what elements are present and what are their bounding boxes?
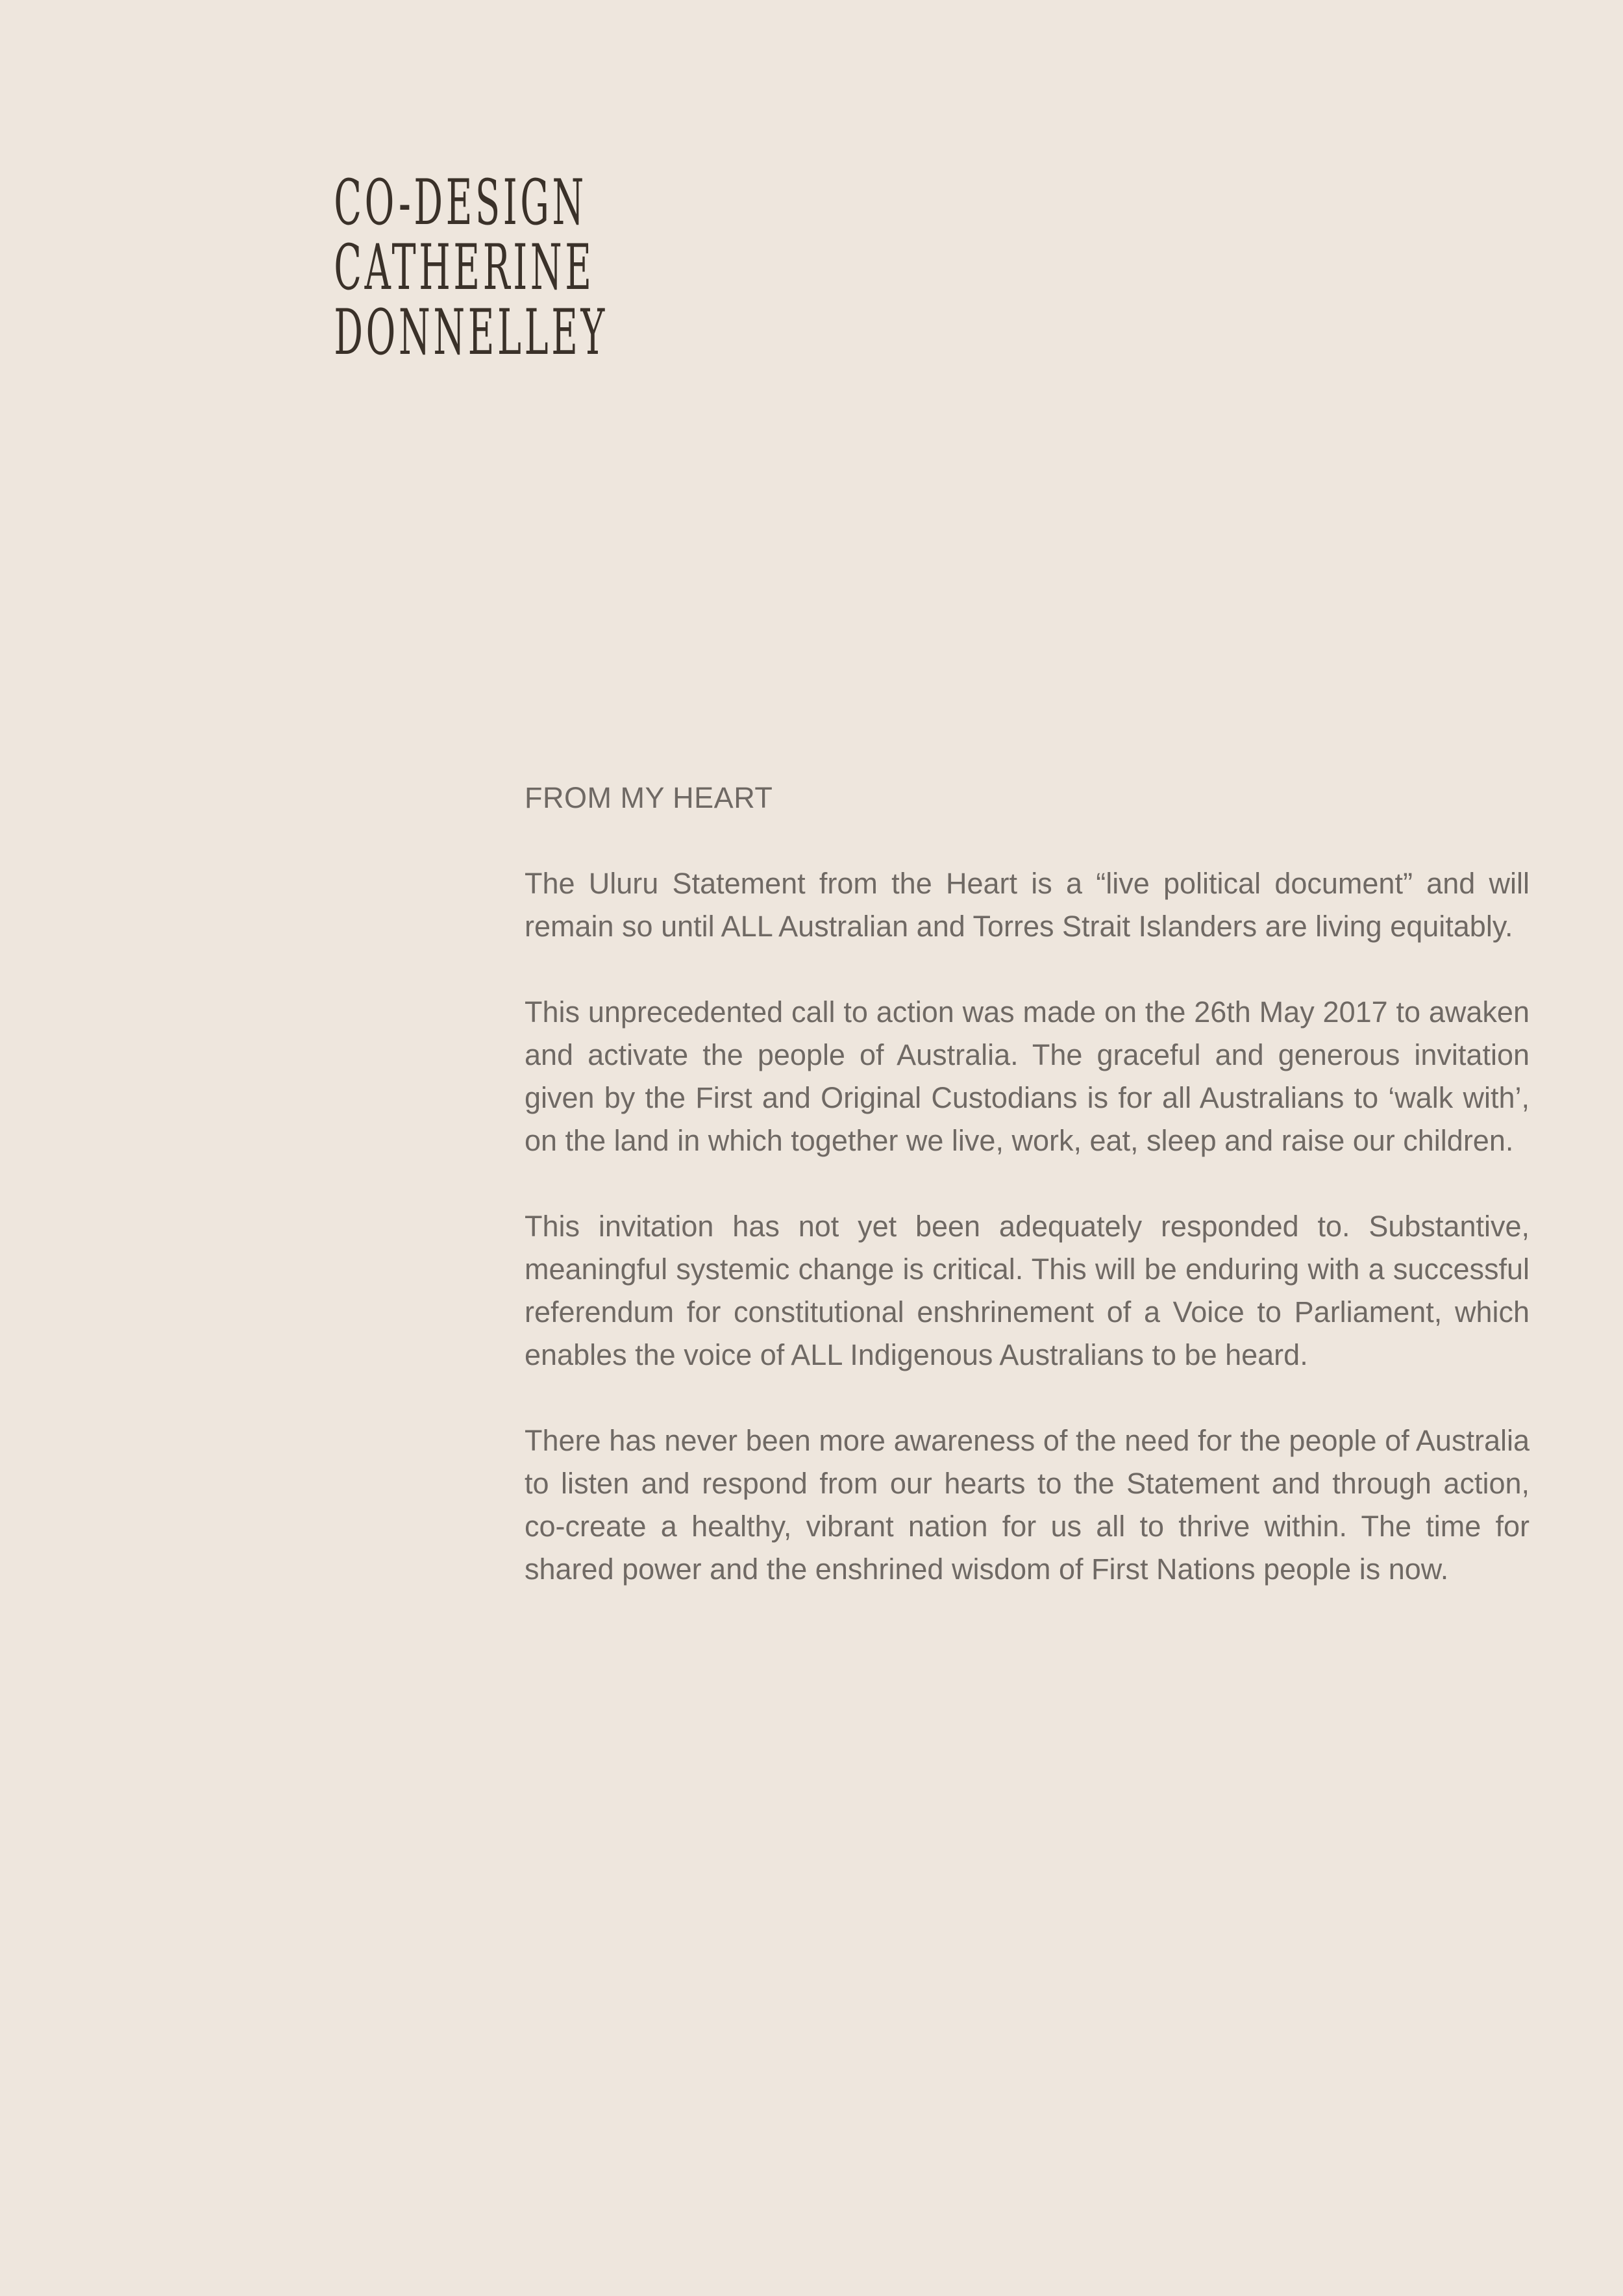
logo-line-donnelley: DONNELLEY (334, 296, 608, 369)
logo-line-co-design: CO-DESIGN (334, 166, 587, 239)
logo-line-catherine: CATHERINE (334, 231, 595, 304)
article (525, 777, 1530, 1591)
logo (192, 166, 608, 369)
article-heading: FROM MY HEART (525, 781, 773, 814)
paragraph-call-to-action: This unprecedented call to action was made on the 26th May 2017 to awaken and activate the people of Australia. The graceful and generous invitation given by the First and Original Custodians is for all Australians to ‘walk with’, on the land in which together we live, work, eat, sleep and raise our children. (525, 995, 1530, 1157)
paragraph-awareness: There has never been more awareness of the need for the people of Australia to listen and respond from our hearts to the Statement and through action, co-create a healthy, vibrant nation for us all to thrive within. The time for shared power and the enshrined wisdom of First Nations people is now. (525, 1424, 1530, 1586)
paragraph-uluru-statement: The Uluru Statement from the Heart is a “live political document” and will remain so until ALL Australian and Torres Strait Islanders are living equitably. (525, 867, 1530, 943)
paragraph-invitation: This invitation has not yet been adequately responded to. Substantive, meaningful systemic change is critical. This will be enduring with a successful referendum for constitutional enshrinement of a Voice to Parliament, which enables the voice of ALL Indigenous Australians to be heard. (525, 1210, 1530, 1371)
